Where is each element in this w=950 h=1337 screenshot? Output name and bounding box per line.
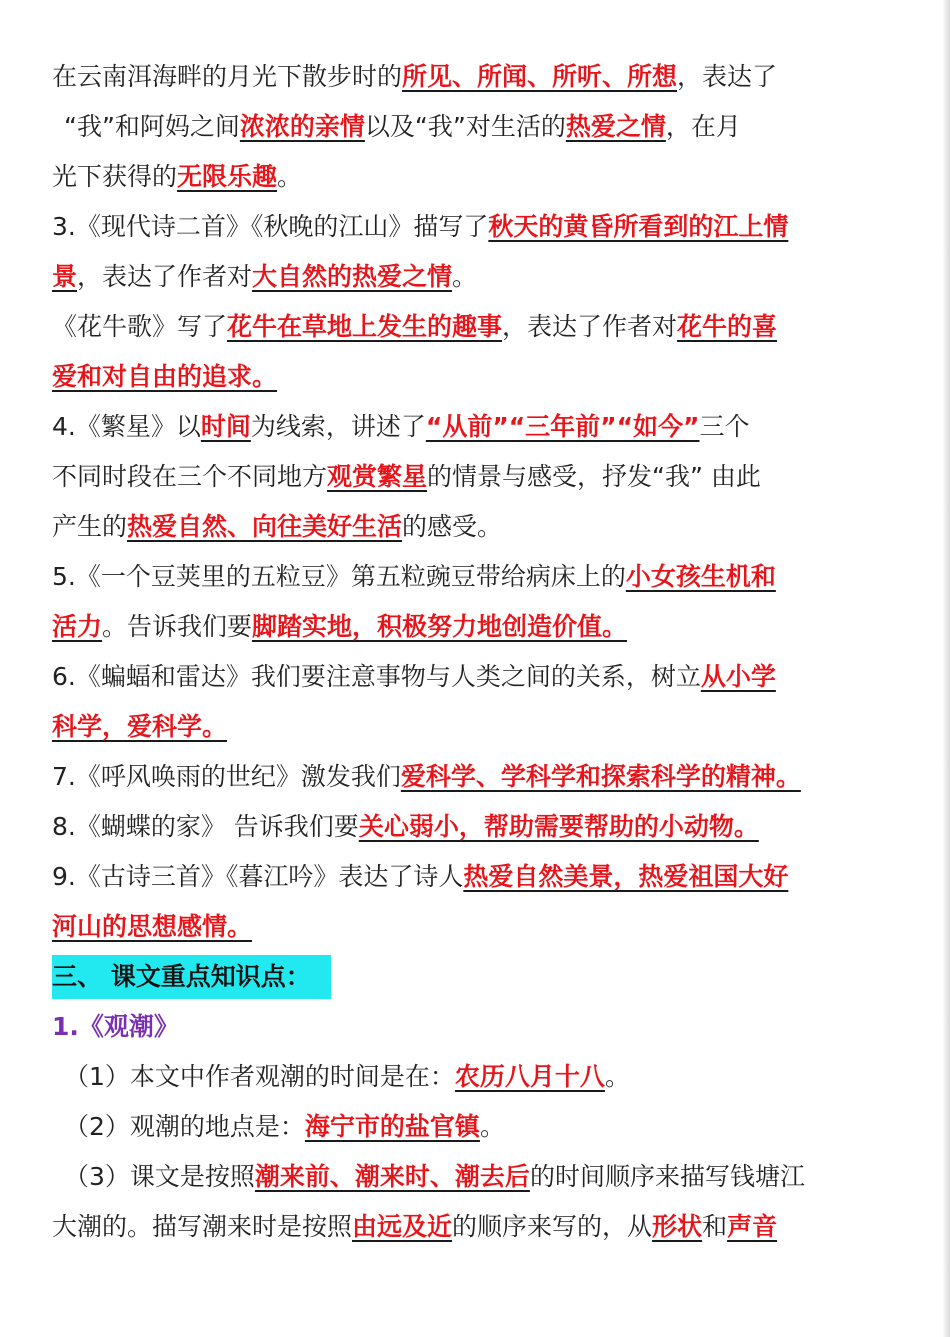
text-line: [52, 202, 892, 252]
text-segment: 光下获得的: [52, 162, 178, 191]
text-line: [52, 152, 892, 202]
text-segment: 三个: [699, 412, 750, 441]
text-segment: “我”和阿妈之间: [64, 112, 240, 141]
text-segment: 大潮的。描写潮来时是按照: [52, 1212, 353, 1241]
key-answer: 河山的思想感情。: [52, 912, 253, 941]
key-answer: 秋天的黄昏所看到的江上情: [488, 212, 789, 241]
knowledge-points: [52, 1052, 892, 1252]
text-segment: 不同时段在三个不同地方: [52, 462, 328, 491]
text-segment: 《花牛歌》写了: [52, 312, 228, 341]
text-line: [52, 902, 892, 952]
key-answer: 由远及近: [352, 1212, 453, 1241]
key-answer: 关心弱小，帮助需要帮助的小动物。: [358, 812, 759, 841]
key-answer: 景: [52, 262, 78, 291]
key-answer: 从小学: [700, 662, 776, 691]
text-segment: 。: [452, 262, 478, 291]
key-answer: 热爱自然美景，热爱祖国大好: [463, 862, 789, 891]
key-answer: 大自然的热爱之情: [252, 262, 453, 291]
key-answer: 时间: [200, 412, 251, 441]
text-segment: 。: [604, 1062, 630, 1091]
text-segment: 。: [479, 1112, 505, 1141]
text-segment: 在云南洱海畔的月光下散步时的: [52, 62, 403, 91]
text-segment: 7.《呼风唤雨的世纪》激发我们: [52, 762, 401, 791]
text-segment: （1）本文中作者观潮的时间是在：: [64, 1062, 455, 1091]
key-answer: 科学，爱科学。: [52, 712, 228, 741]
key-answer: 脚踏实地，积极努力地创造价值。: [252, 612, 628, 641]
text-segment: 3.《现代诗二首》《秋晚的江山》描写了: [52, 212, 489, 241]
text-line: [52, 1202, 892, 1252]
document-page: [52, 52, 892, 1252]
text-line: [52, 352, 892, 402]
key-answer: 海宁市的盐官镇: [304, 1112, 480, 1141]
key-answer: 活力: [52, 612, 103, 641]
key-answer: 小女孩生机和: [625, 562, 776, 591]
text-line: [52, 52, 892, 102]
text-line: [52, 402, 892, 452]
key-answer: 潮来前、潮来时、潮去后: [254, 1162, 530, 1191]
text-segment: 的情景与感受，抒发“我” 由此: [427, 462, 761, 491]
text-segment: 9.《古诗三首》《暮江吟》表达了诗人: [52, 862, 464, 891]
text-line: [52, 1152, 892, 1202]
text-line: [52, 552, 892, 602]
text-line: [52, 452, 892, 502]
text-segment: 的时间顺序来描写钱塘江: [529, 1162, 805, 1191]
text-segment: 。告诉我们要: [102, 612, 253, 641]
text-segment: 以及“我”对生活的: [364, 112, 566, 141]
text-segment: 和: [702, 1212, 728, 1241]
text-segment: ，在月: [665, 112, 741, 141]
subheading-row: [52, 1002, 892, 1052]
text-line: [52, 852, 892, 902]
text-line: [52, 752, 892, 802]
text-segment: 产生的: [52, 512, 128, 541]
text-segment: 4.《繁星》以: [52, 412, 201, 441]
key-answer: 形状: [652, 1212, 703, 1241]
text-segment: （2）观潮的地点是：: [64, 1112, 305, 1141]
text-line: [52, 502, 892, 552]
text-line: [52, 102, 892, 152]
key-answer: 热爱自然、向往美好生活: [127, 512, 403, 541]
lesson-subheading: 1.《观潮》: [52, 1012, 179, 1041]
key-answer: 农历八月十八: [454, 1062, 605, 1091]
text-line: [52, 252, 892, 302]
key-answer: 无限乐趣: [177, 162, 278, 191]
text-line: [52, 702, 892, 752]
text-segment: 的顺序来写的，从: [452, 1212, 653, 1241]
text-line: [52, 1052, 892, 1102]
key-answer: 热爱之情: [565, 112, 666, 141]
text-segment: 5.《一个豆荚里的五粒豆》第五粒豌豆带给病床上的: [52, 562, 626, 591]
key-answer: 浓浓的亲情: [239, 112, 365, 141]
key-answer: 爱和对自由的追求。: [52, 362, 278, 391]
key-answer: 爱科学、学科学和探索科学的精神。: [400, 762, 801, 791]
text-segment: 8.《蝴蝶的家》 告诉我们要: [52, 812, 359, 841]
text-segment: 为线索，讲述了: [250, 412, 426, 441]
text-line: [52, 302, 892, 352]
text-segment: 的感受。: [402, 512, 503, 541]
text-line: [52, 802, 892, 852]
key-answer: 花牛在草地上发生的趣事: [227, 312, 503, 341]
key-answer: 观赏繁星: [327, 462, 428, 491]
text-line: [52, 1102, 892, 1152]
key-answer: 所见、所闻、所听、所想: [402, 62, 678, 91]
summary-paragraphs: [52, 52, 892, 952]
key-answer: “从前”“三年前”“如今”: [425, 412, 700, 441]
key-answer: 花牛的喜: [677, 312, 778, 341]
text-line: [52, 602, 892, 652]
text-segment: ，表达了: [677, 62, 778, 91]
text-segment: 。: [277, 162, 303, 191]
section-heading: 三、 课文重点知识点：: [52, 955, 331, 999]
text-segment: ，表达了作者对: [502, 312, 678, 341]
section-heading-row: [52, 952, 892, 1002]
text-line: [52, 652, 892, 702]
text-segment: （3）课文是按照: [64, 1162, 255, 1191]
key-answer: 声音: [727, 1212, 778, 1241]
text-segment: 6.《蝙蝠和雷达》我们要注意事物与人类之间的关系，树立: [52, 662, 701, 691]
page-edge-shadow: [942, 0, 950, 1337]
text-segment: ，表达了作者对: [77, 262, 253, 291]
